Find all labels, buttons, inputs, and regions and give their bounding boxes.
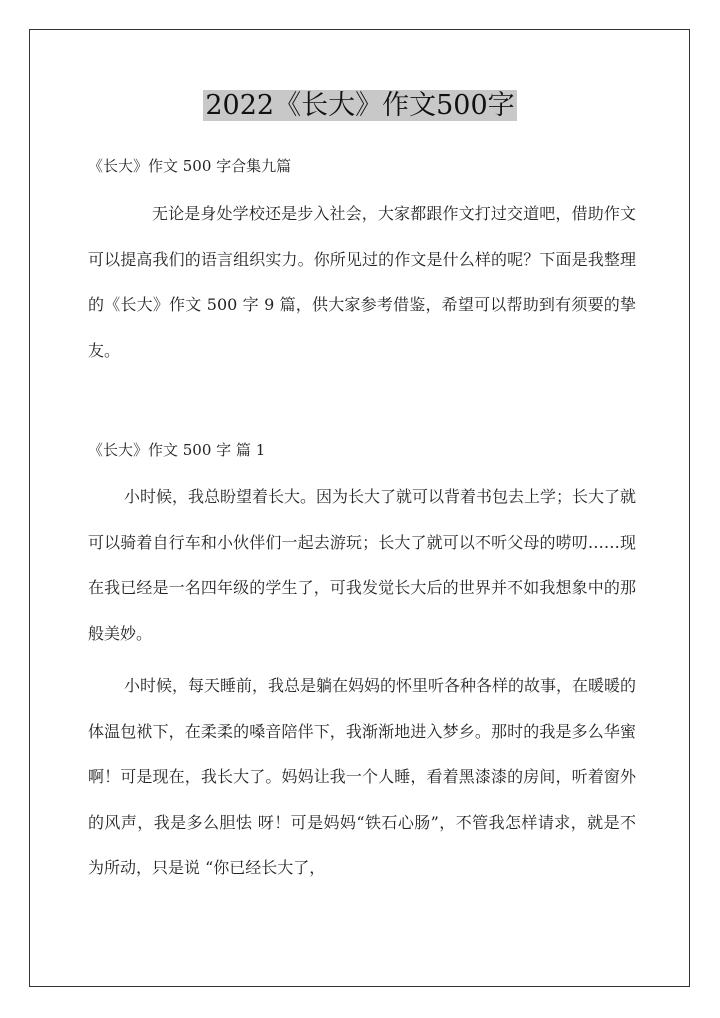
body-paragraph-2: 小时候，每天睡前，我总是躺在妈妈的怀里听各种各样的故事，在暖暖的体温包袱下，在柔柔的嗓音陪伴下，我渐渐地进入梦乡。那时的我是多么华蜜啊！可是现在，我长大了。妈妈让我一个人睡，看着黑漆漆的房间，听着窗外的风声，我是多么胆怯 呀！可是妈妈“铁石心肠”，不管我怎样请求，就是不为所动，只是说 “你已经长大了，	[88, 676, 637, 877]
body-paragraph-1: 小时候，我总盼望着长大。因为长大了就可以背着书包去上学；长大了就可以骑着自行车和小伙伴们一起去游玩；长大了就可以不听父母的唠叨……现在我已经是一名四年级的学生了，可我发觉长大后的世界并不如我想象中的那般美妙。	[88, 487, 637, 643]
intro-paragraph: 无论是身处学校还是步入社会，大家都跟作文打过交道吧，借助作文可以提高我们的语言组织实力。你所见过的作文是什么样的呢？下面是我整理的《长大》作文 500 字 9 篇，供大家参考借鉴，希望可以帮助到有须要的挚友。	[88, 204, 636, 360]
document-subtitle: 《长大》作文 500 字合集九篇	[88, 157, 292, 175]
section-heading: 《长大》作文 500 字 篇 1	[88, 441, 266, 459]
document-title	[0, 87, 720, 125]
document-title-text: 2022《长大》作文500字	[205, 90, 515, 121]
